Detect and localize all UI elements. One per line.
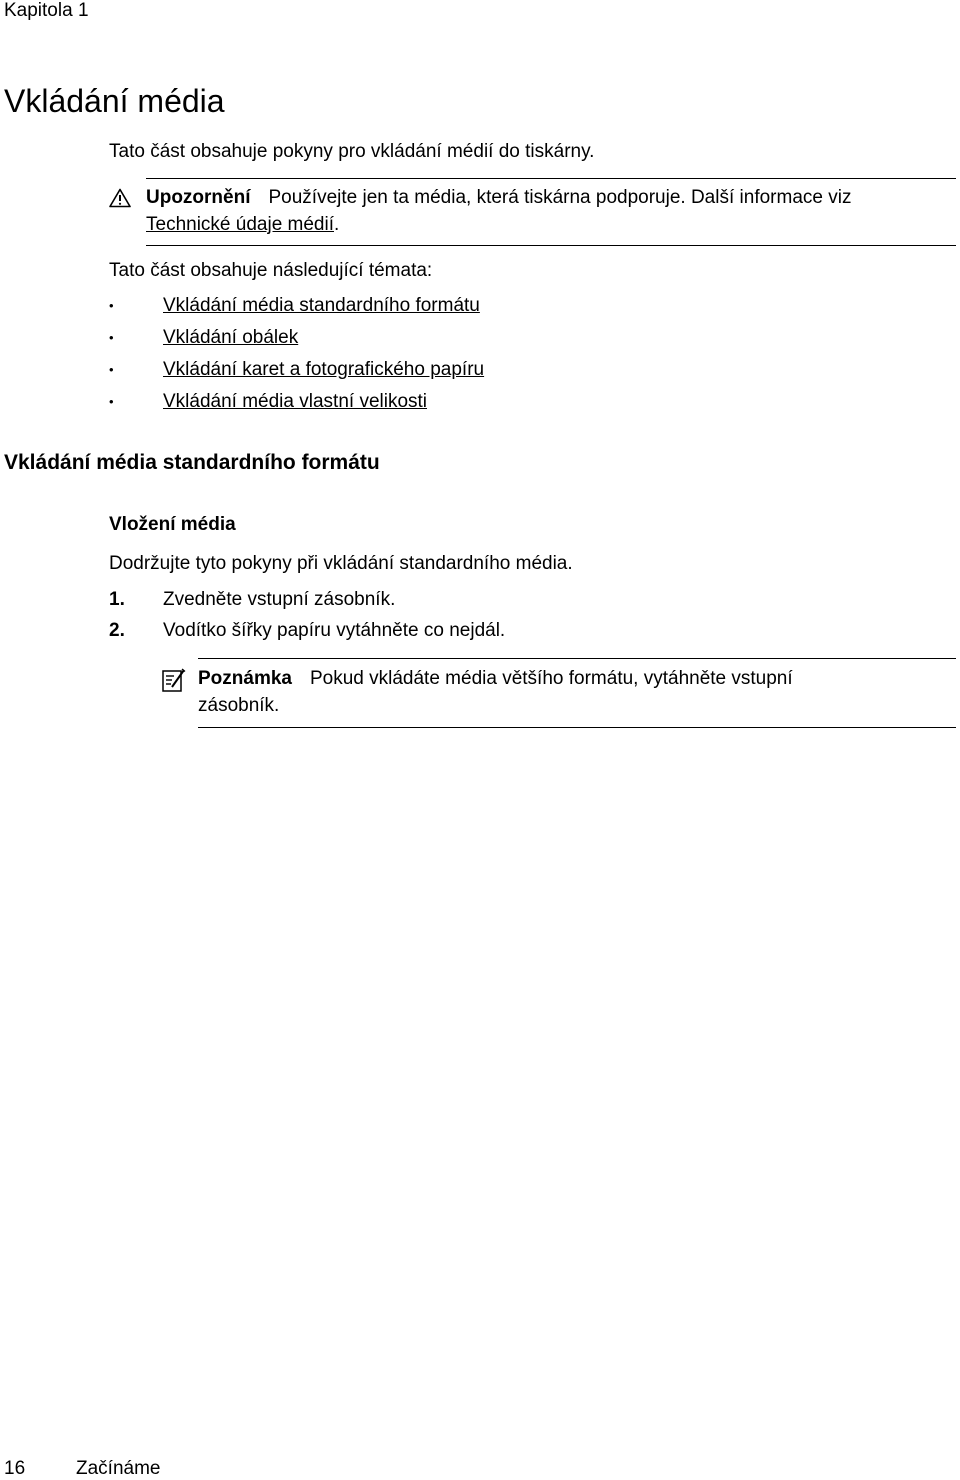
topic-link[interactable]: Vkládání média standardního formátu (163, 295, 480, 316)
caution-bottom-rule (146, 245, 956, 246)
caution-link[interactable]: Technické údaje médií (146, 214, 334, 235)
topic-link[interactable]: Vkládání obálek (163, 327, 299, 348)
footer-section: Začínáme (76, 1458, 161, 1479)
subsection-heading: Vložení média (109, 514, 236, 535)
intro-text: Tato část obsahuje pokyny pro vkládání médií do tiskárny. (109, 141, 595, 162)
chapter-label: Kapitola 1 (4, 0, 89, 21)
section-heading: Vkládání média standardního formátu (4, 451, 380, 474)
warning-icon (109, 188, 131, 208)
step-number: 1. (109, 589, 125, 610)
page-title: Vkládání média (4, 83, 225, 119)
caution-text: Používejte jen ta média, která tiskárna podporuje. Další informace viz (268, 187, 852, 208)
note-top-rule (198, 658, 956, 659)
bullet-icon: • (109, 394, 114, 409)
note-label: Poznámka (198, 668, 292, 689)
step-text: Zvedněte vstupní zásobník. (163, 589, 396, 610)
note-icon (161, 667, 187, 693)
caution-label: Upozornění (146, 187, 251, 208)
bullet-icon: • (109, 330, 114, 345)
topic-link[interactable]: Vkládání karet a fotografického papíru (163, 359, 485, 380)
caution-link-period: . (334, 214, 340, 235)
note-line2: zásobník. (198, 695, 280, 716)
note-text: Pokud vkládáte média většího formátu, vytáhněte vstupní (309, 668, 793, 689)
note-line1 (198, 668, 793, 690)
bullet-icon: • (109, 362, 114, 377)
caution-line2 (146, 214, 339, 236)
instruction-text: Dodržujte tyto pokyny při vkládání standardního média. (109, 553, 573, 574)
step-text: Vodítko šířky papíru vytáhněte co nejdál. (163, 620, 506, 641)
page-number: 16 (4, 1458, 26, 1479)
topic-link[interactable]: Vkládání média vlastní velikosti (163, 391, 428, 412)
caution-top-rule (146, 178, 956, 179)
bullet-icon: • (109, 298, 114, 313)
topics-intro: Tato část obsahuje následující témata: (109, 260, 433, 281)
note-bottom-rule (198, 727, 956, 728)
caution-line1 (146, 187, 851, 209)
step-number: 2. (109, 620, 125, 641)
